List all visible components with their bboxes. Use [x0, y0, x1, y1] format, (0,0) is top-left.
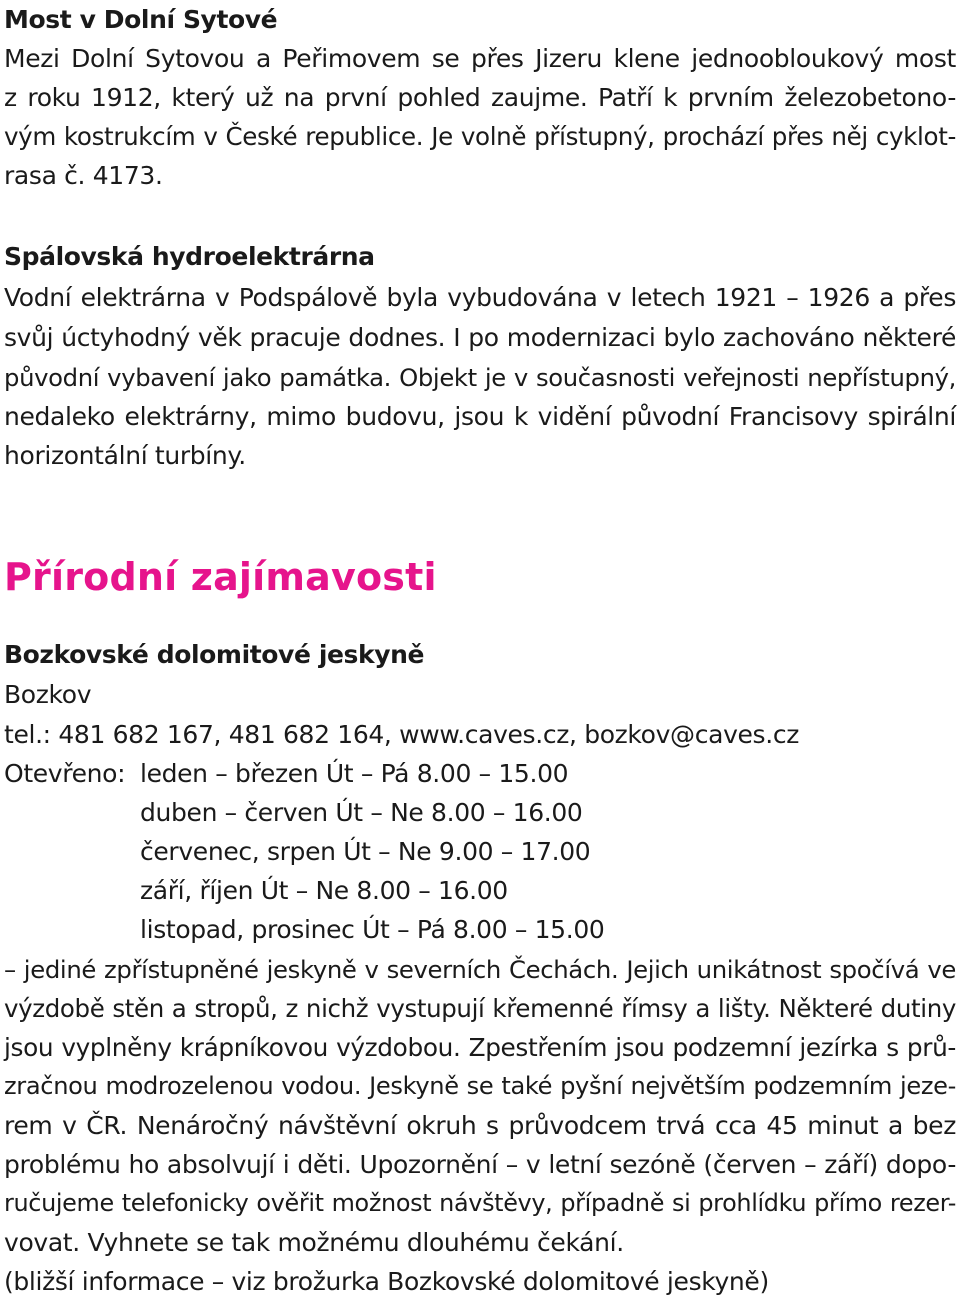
- opening-hours-row: duben – červen Út – Ne 8.00 – 16.00: [140, 798, 583, 827]
- cave-contact: tel.: 481 682 167, 481 682 164, www.caves.cz, bozkov@caves.cz: [4, 720, 799, 749]
- cave-description-line: problému ho absolvují i děti. Upozornění – v letní sezóně (červen – září) dopo-: [4, 1150, 956, 1179]
- opening-hours-label: Otevřeno:: [4, 759, 126, 788]
- cave-description-line: – jediné zpřístupněné jeskyně v severních Čechách. Jejich unikátnost spočívá ve: [4, 955, 956, 984]
- cave-description-line: výzdobě stěn a stropů, z nichž vystupují křemenné římsy a lišty. Některé dutiny: [4, 994, 956, 1023]
- cave-description-line: vovat. Vyhnete se tak možnému dlouhému čekání.: [4, 1228, 624, 1257]
- cave-description-line: jsou vyplněny krápníkovou výzdobou. Zpestřením jsou podzemní jezírka s prů-: [4, 1033, 956, 1062]
- hydro-text-line: původní vybavení jako památka. Objekt je v současnosti veřejnosti nepřístupný,: [4, 363, 956, 392]
- cave-description-line: rem v ČR. Nenáročný návštěvní okruh s průvodcem trvá cca 45 minut a bez: [4, 1111, 956, 1140]
- bridge-text-line: rasa č. 4173.: [4, 161, 163, 190]
- hydro-text-line: Vodní elektrárna v Podspálově byla vybudována v letech 1921 – 1926 a přes: [4, 283, 956, 312]
- hydro-text-line: nedaleko elektrárny, mimo budovu, jsou k vidění původní Francisovy spirální: [4, 402, 956, 431]
- nature-section-title: Přírodní zajímavosti: [4, 555, 437, 599]
- bridge-heading: Most v Dolní Sytové: [4, 5, 278, 34]
- cave-heading: Bozkovské dolomitové jeskyně: [4, 640, 425, 669]
- opening-hours-row: červenec, srpen Út – Ne 9.00 – 17.00: [140, 837, 591, 866]
- bridge-text-line: z roku 1912, který už na první pohled zaujme. Patří k prvním železobetono-: [4, 83, 956, 112]
- cave-note: (bližší informace – viz brožurka Bozkovské dolomitové jeskyně): [4, 1267, 769, 1296]
- bridge-text-line: Mezi Dolní Sytovou a Peřimovem se přes Jizeru klene jednoobloukový most: [4, 44, 956, 73]
- opening-hours-row: září, říjen Út – Ne 8.00 – 16.00: [140, 876, 508, 905]
- cave-description-line: zračnou modrozelenou vodou. Jeskyně se také pyšní největším podzemním jeze-: [4, 1072, 956, 1100]
- hydro-text-line: horizontální turbíny.: [4, 441, 246, 470]
- cave-place: Bozkov: [4, 680, 92, 709]
- bridge-text-line: vým kostrukcím v České republice. Je volně přístupný, prochází přes něj cyklot-: [4, 122, 956, 151]
- opening-hours-row: listopad, prosinec Út – Pá 8.00 – 15.00: [140, 915, 605, 944]
- hydro-heading: Spálovská hydroelektrárna: [4, 242, 375, 271]
- opening-hours-row: leden – březen Út – Pá 8.00 – 15.00: [140, 759, 569, 788]
- hydro-text-line: svůj úctyhodný věk pracuje dodnes. I po modernizaci bylo zachováno některé: [4, 323, 956, 352]
- cave-description-line: ručujeme telefonicky ověřit možnost návštěvy, případně si prohlídku přímo rezer-: [4, 1189, 956, 1217]
